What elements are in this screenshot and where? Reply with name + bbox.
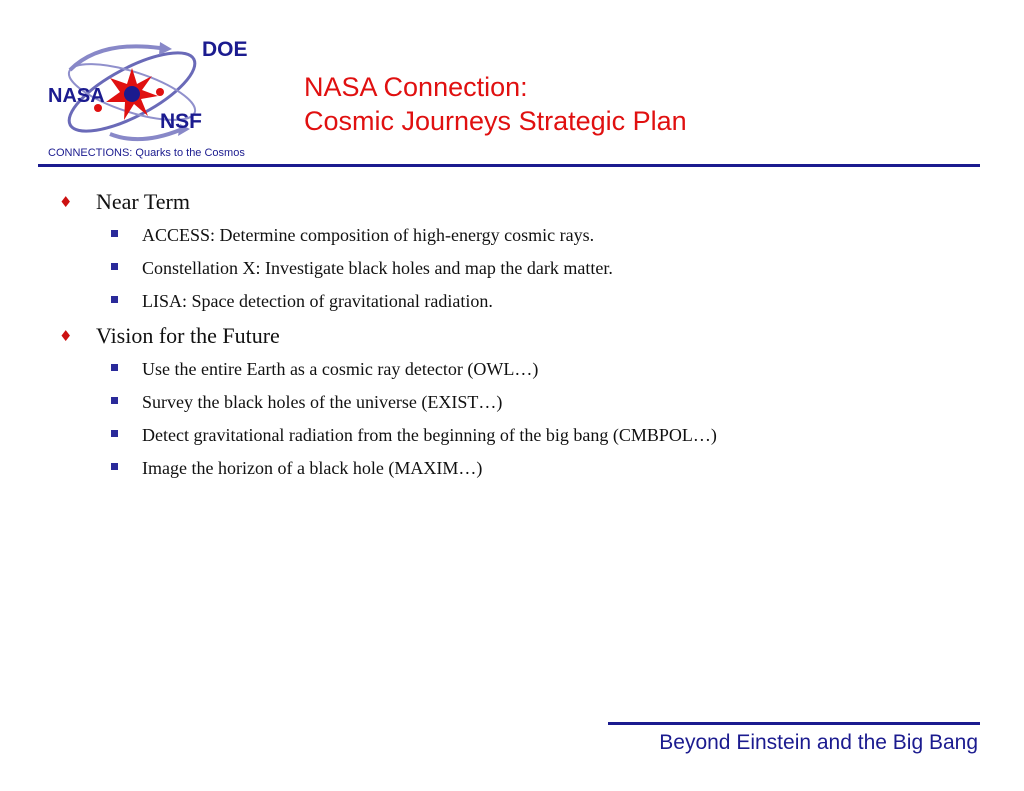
diamond-bullet-icon: ♦ [59,327,73,345]
square-bullet-icon [111,463,118,470]
diamond-bullet-icon: ♦ [59,193,73,211]
bullet-heading: Near Term [96,189,190,214]
sub-bullet-item [56,388,976,416]
sub-bullet-item [56,355,976,383]
slide-title-line-2: Cosmic Journeys Strategic Plan [304,106,687,136]
footer-divider [608,722,980,725]
sub-bullet-text: Survey the black holes of the universe (EXIST…) [142,392,503,412]
slide-title [304,70,687,138]
sub-bullet-text: Image the horizon of a black hole (MAXIM…) [142,458,483,478]
square-bullet-icon [111,364,118,371]
sub-bullet-item [56,287,976,315]
square-bullet-icon [111,397,118,404]
square-bullet-icon [111,430,118,437]
sub-bullet-text: Constellation X: Investigate black holes and map the dark matter. [142,258,613,278]
logo-caption: CONNECTIONS: Quarks to the Cosmos [48,147,245,159]
sub-bullet-text: Detect gravitational radiation from the beginning of the big bang (CMBPOL…) [142,425,717,445]
sub-bullet-text: Use the entire Earth as a cosmic ray detector (OWL…) [142,359,539,379]
logo-nsf-label: NSF [160,110,202,133]
logo-graphic [40,30,280,150]
sub-bullet-item [56,454,976,482]
sub-bullet-item [56,221,976,249]
square-bullet-icon [111,230,118,237]
bullet-near-term [56,186,976,218]
bullet-heading: Vision for the Future [96,323,280,348]
bullet-vision-for-the-future [56,320,976,352]
logo-nasa-label: NASA [48,85,105,107]
header-divider [38,164,980,167]
footer-caption: Beyond Einstein and the Big Bang [659,731,978,754]
logo-doe-label: DOE [202,38,248,61]
slide-title-line-1: NASA Connection: [304,72,528,102]
sub-bullet-item [56,254,976,282]
square-bullet-icon [111,296,118,303]
sub-bullet-item [56,421,976,449]
sub-bullet-text: LISA: Space detection of gravitational radiation. [142,291,493,311]
square-bullet-icon [111,263,118,270]
connections-logo [40,30,280,166]
slide-body [56,186,976,487]
sub-bullet-text: ACCESS: Determine composition of high-energy cosmic rays. [142,225,595,245]
